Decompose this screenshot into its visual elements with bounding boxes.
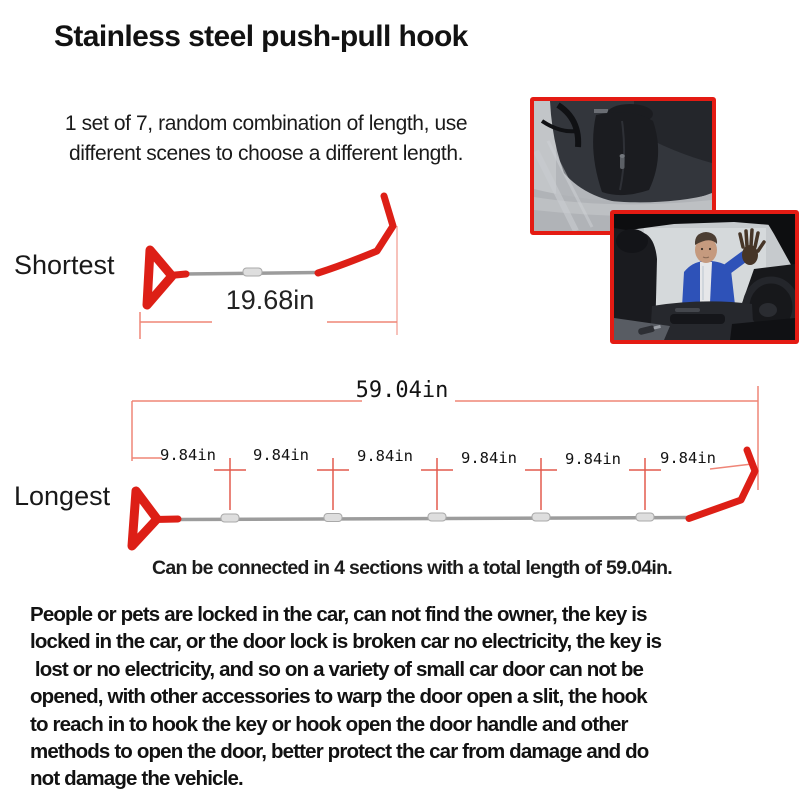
shortest-hook-tip <box>318 196 393 273</box>
total-length-value: 59.04in <box>355 378 449 403</box>
locked-out-man-photo <box>610 210 799 344</box>
shirt <box>700 262 712 303</box>
shortest-connector <box>243 268 262 276</box>
description-line: opened, with other accessories to warp the door open a slit, the hook <box>30 685 647 709</box>
description-line: lost or no electricity, and so on a variety of small car door can not be <box>30 657 644 681</box>
product-description <box>30 601 661 793</box>
armrest <box>670 314 725 324</box>
longest-connector <box>532 513 550 521</box>
segment-length-value: 9.84in <box>660 449 716 467</box>
longest-handle <box>132 491 157 546</box>
intro-line-2: different scenes to choose a different length. <box>68 142 464 165</box>
car-seat <box>593 112 658 195</box>
intro-text <box>24 109 508 169</box>
description-line: People or pets are locked in the car, can not find the owner, the key is <box>30 603 647 626</box>
shortest-length-value: 19.68in <box>225 285 315 315</box>
shortest-label: Shortest <box>14 250 115 280</box>
sections-caption: Can be connected in 4 sections with a total length of 59.04in. <box>151 557 673 579</box>
longest-connector <box>221 514 239 522</box>
longest-label: Longest <box>14 481 111 511</box>
description-line: not damage the vehicle. <box>30 767 243 791</box>
longest-connector <box>324 514 342 522</box>
door-handle <box>675 308 700 312</box>
segment-length-value: 9.84in <box>160 446 216 464</box>
segment-length-value: 9.84in <box>461 449 517 467</box>
description-line: to reach in to hook the key or hook open the door handle and other <box>30 712 628 736</box>
seat-headrest <box>616 229 648 253</box>
description-line: methods to open the door, better protect the car from damage and do <box>30 740 649 764</box>
segment-length-value: 9.84in <box>565 450 621 468</box>
longest-connector <box>428 513 446 521</box>
locked-out-man-photo-art <box>614 214 795 340</box>
shortest-dimension-lines <box>140 226 397 339</box>
dashboard-detail <box>594 109 608 113</box>
shortest-handle <box>147 250 172 305</box>
segment-length-value: 9.84in <box>357 447 413 465</box>
page-title: Stainless steel push-pull hook <box>54 20 468 53</box>
intro-line-1: 1 set of 7, random combination of length, use <box>64 112 468 135</box>
longest-connector <box>636 513 654 521</box>
segment-length-value: 9.84in <box>253 446 309 464</box>
description-line: locked in the car, or the door lock is broken car no electricity, the key is <box>30 630 662 654</box>
